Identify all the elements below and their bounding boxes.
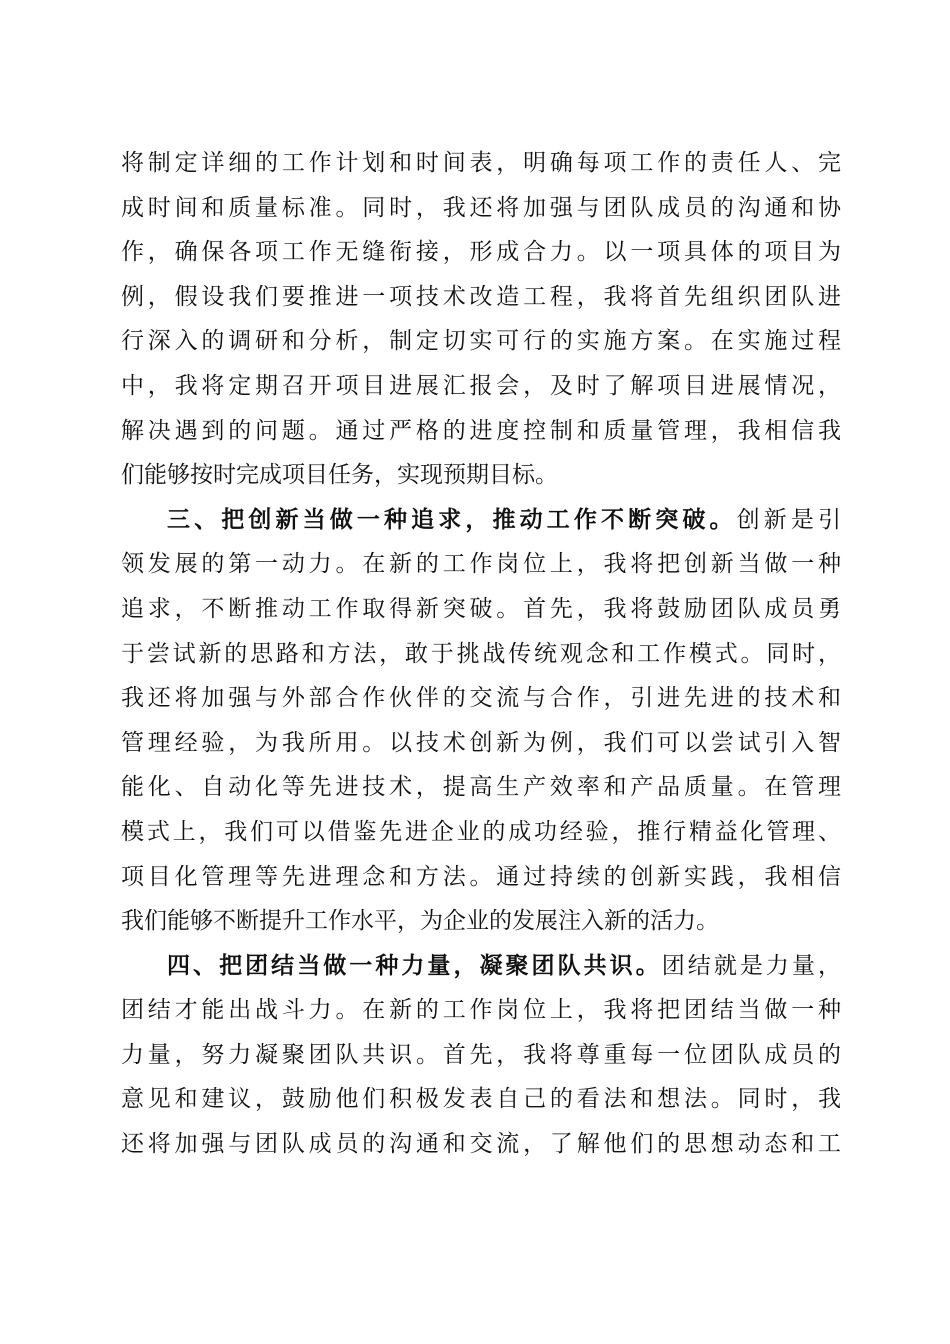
paragraph-line: 模式上，我们可以借鉴先进企业的成功经验，推行精益化管理、: [121, 818, 841, 845]
paragraph-line: 中，我将定期召开项目进展汇报会，及时了解项目进展情况，: [121, 372, 841, 399]
paragraph-line: 行深入的调研和分析，制定切实可行的实施方案。在实施过程: [121, 328, 841, 355]
section-heading: 四、把团结当做一种力量，凝聚团队共识。: [167, 952, 662, 979]
paragraph-line: 例，假设我们要推进一项技术改造工程，我将首先组织团队进: [121, 283, 841, 310]
paragraph-line: 们能够按时完成项目任务，实现预期目标。: [121, 462, 558, 489]
document-body: [121, 141, 841, 1167]
paragraph-line: 团结才能出战斗力。在新的工作岗位上，我将把团结当做一种: [121, 997, 841, 1024]
paragraph-line: 领发展的第一动力。在新的工作岗位上，我将把创新当做一种: [121, 551, 841, 578]
paragraph-2: [121, 498, 841, 944]
paragraph-line: 解决遇到的问题。通过严格的进度控制和质量管理，我相信我: [121, 417, 841, 444]
paragraph-line: 将制定详细的工作计划和时间表，明确每项工作的责任人、完: [121, 150, 841, 176]
paragraph-line: 成时间和质量标准。同时，我还将加强与团队成员的沟通和协: [121, 194, 841, 221]
paragraph-1: [121, 141, 841, 498]
section-heading: 三、把创新当做一种追求，推动工作不断突破。: [167, 506, 737, 533]
paragraph-line: 我们能够不断提升工作水平，为企业的发展注入新的活力。: [121, 908, 719, 935]
paragraph-line: 还将加强与团队成员的沟通和交流，了解他们的思想动态和工: [121, 1131, 841, 1158]
paragraph-first-line: [121, 944, 841, 989]
paragraph-line: 追求，不断推动工作取得新突破。首先，我将鼓励团队成员勇: [121, 595, 841, 622]
paragraph-line: 管理经验，为我所用。以技术创新为例，我们可以尝试引入智: [121, 729, 841, 756]
paragraph-first-line: [121, 498, 841, 543]
paragraph-line: 意见和建议，鼓励他们积极发表自己的看法和想法。同时，我: [121, 1086, 841, 1113]
paragraph-line: 作，确保各项工作无缝衔接，形成合力。以一项具体的项目为: [121, 239, 841, 266]
paragraph-line: 能化、自动化等先进技术，提高生产效率和产品质量。在管理: [121, 774, 841, 801]
paragraph-line: 力量，努力凝聚团队共识。首先，我将尊重每一位团队成员的: [121, 1041, 841, 1068]
paragraph-line: 我还将加强与外部合作伙伴的交流与合作，引进先进的技术和: [121, 685, 841, 712]
paragraph-line: 项目化管理等先进理念和方法。通过持续的创新实践，我相信: [121, 863, 841, 890]
paragraph-line: 于尝试新的思路和方法，敢于挑战传统观念和工作模式。同时，: [121, 640, 841, 667]
heading-line-rest: 创新是引: [736, 506, 841, 533]
paragraph-3: [121, 944, 841, 1167]
heading-line-rest: 团结就是力量，: [661, 952, 842, 979]
